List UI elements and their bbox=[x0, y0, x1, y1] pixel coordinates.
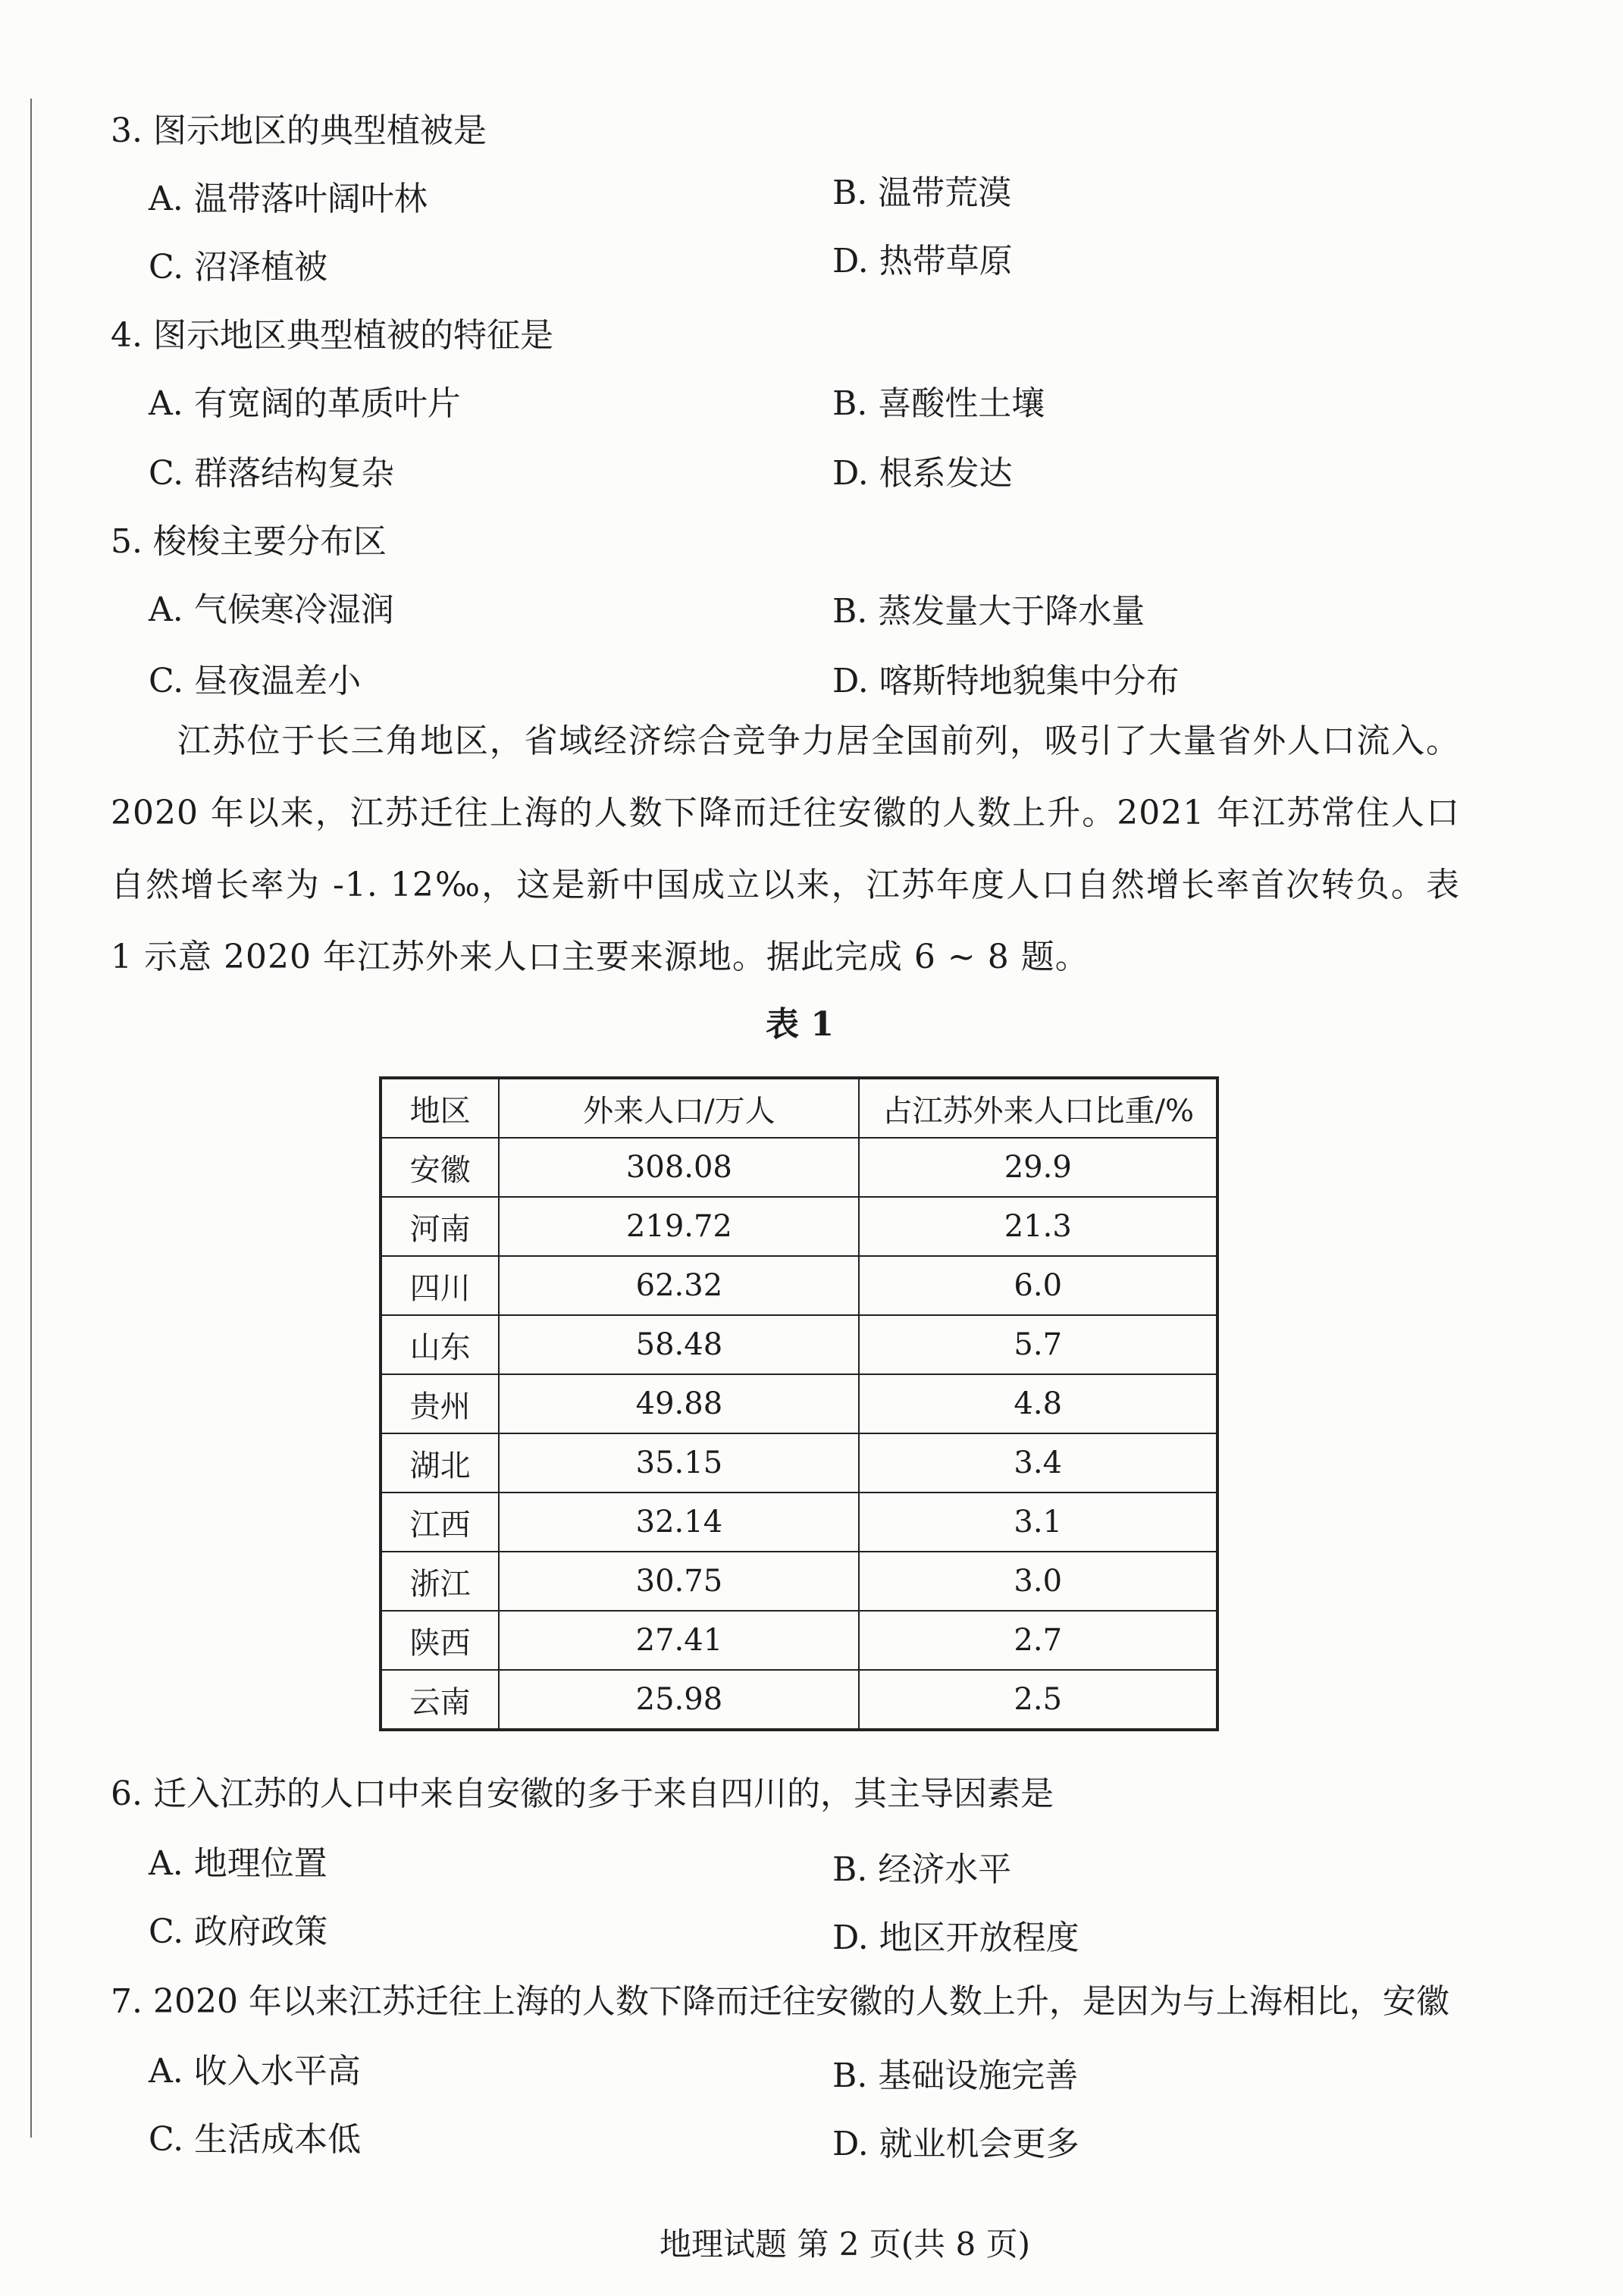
question-3-option-a: A. 温带落叶阔叶林 bbox=[149, 180, 428, 218]
question-3-option-c: C. 沼泽植被 bbox=[149, 248, 328, 287]
cell-region: 江西 bbox=[381, 1493, 499, 1552]
table-row bbox=[381, 1670, 1217, 1730]
binding-margin-line bbox=[30, 99, 32, 2138]
table-row bbox=[381, 1315, 1217, 1374]
cell-region: 云南 bbox=[381, 1670, 499, 1730]
cell-share: 3.1 bbox=[859, 1493, 1217, 1552]
table-row bbox=[381, 1374, 1217, 1433]
question-6-option-a: A. 地理位置 bbox=[149, 1844, 327, 1883]
question-6-title: 6. 迁入江苏的人口中来自安徽的多于来自四川的，其主导因素是 bbox=[111, 1774, 1054, 1813]
population-table bbox=[379, 1076, 1219, 1731]
question-7-option-d: D. 就业机会更多 bbox=[832, 2125, 1079, 2163]
passage-paragraph: 江苏位于长三角地区，省域经济综合竞争力居全国前列，吸引了大量省外人口流入。2020 年以来，江苏迁往上海的人数下降而迁往安徽的人数上升。2021 年江苏常住人口自然增长率为 -1. 12‰，这是新中国成立以来，江苏年度人口自然增长率首次转负。表 1 示意 2020 年江苏外来人口主要来源地。据此完成 6 ~ 8 题。 bbox=[111, 722, 1460, 976]
question-4-option-c: C. 群落结构复杂 bbox=[149, 454, 395, 493]
cell-migrants: 30.75 bbox=[499, 1552, 859, 1611]
question-7-option-a: A. 收入水平高 bbox=[149, 2052, 361, 2091]
cell-share: 6.0 bbox=[859, 1256, 1217, 1315]
cell-migrants: 62.32 bbox=[499, 1256, 859, 1315]
question-5-option-a: A. 气候寒冷湿润 bbox=[149, 590, 394, 629]
question-4-title: 4. 图示地区典型植被的特征是 bbox=[111, 316, 553, 355]
cell-migrants: 25.98 bbox=[499, 1670, 859, 1730]
question-4-option-d: D. 根系发达 bbox=[832, 454, 1013, 493]
header-region: 地区 bbox=[381, 1078, 499, 1138]
table-row bbox=[381, 1493, 1217, 1552]
cell-share: 4.8 bbox=[859, 1374, 1217, 1433]
cell-region: 四川 bbox=[381, 1256, 499, 1315]
cell-migrants: 219.72 bbox=[499, 1197, 859, 1256]
cell-share: 2.7 bbox=[859, 1611, 1217, 1670]
question-5-option-c: C. 昼夜温差小 bbox=[149, 662, 362, 700]
cell-region: 湖北 bbox=[381, 1433, 499, 1493]
table-title: 表 1 bbox=[766, 1005, 834, 1044]
cell-share: 3.0 bbox=[859, 1552, 1217, 1611]
cell-region: 贵州 bbox=[381, 1374, 499, 1433]
cell-share: 2.5 bbox=[859, 1670, 1217, 1730]
table-row bbox=[381, 1433, 1217, 1493]
cell-migrants: 27.41 bbox=[499, 1611, 859, 1670]
cell-region: 河南 bbox=[381, 1197, 499, 1256]
question-6-option-c: C. 政府政策 bbox=[149, 1912, 328, 1951]
page-footer: 地理试题 第 2 页(共 8 页) bbox=[660, 2226, 1030, 2263]
question-3-option-d: D. 热带草原 bbox=[832, 242, 1013, 280]
question-3-option-b: B. 温带荒漠 bbox=[832, 174, 1012, 212]
question-7-option-b: B. 基础设施完善 bbox=[832, 2056, 1079, 2095]
cell-region: 安徽 bbox=[381, 1138, 499, 1197]
table-row bbox=[381, 1197, 1217, 1256]
question-6-option-b: B. 经济水平 bbox=[832, 1850, 1012, 1889]
cell-region: 陕西 bbox=[381, 1611, 499, 1670]
question-3-title: 3. 图示地区的典型植被是 bbox=[111, 111, 487, 150]
cell-migrants: 32.14 bbox=[499, 1493, 859, 1552]
question-7-title: 7. 2020 年以来江苏迁往上海的人数下降而迁往安徽的人数上升，是因为与上海相比，安徽 bbox=[111, 1982, 1449, 2021]
header-migrants: 外来人口/万人 bbox=[499, 1078, 859, 1138]
table-header-row bbox=[381, 1078, 1217, 1138]
question-5-option-b: B. 蒸发量大于降水量 bbox=[832, 592, 1145, 631]
table-row bbox=[381, 1138, 1217, 1197]
cell-region: 山东 bbox=[381, 1315, 499, 1374]
cell-region: 浙江 bbox=[381, 1552, 499, 1611]
cell-migrants: 58.48 bbox=[499, 1315, 859, 1374]
question-4-option-a: A. 有宽阔的革质叶片 bbox=[149, 384, 461, 423]
table-row bbox=[381, 1552, 1217, 1611]
header-share: 占江苏外来人口比重/% bbox=[859, 1078, 1217, 1138]
question-6-option-d: D. 地区开放程度 bbox=[832, 1919, 1079, 1957]
cell-migrants: 49.88 bbox=[499, 1374, 859, 1433]
question-4-option-b: B. 喜酸性土壤 bbox=[832, 384, 1045, 423]
cell-migrants: 35.15 bbox=[499, 1433, 859, 1493]
table-row bbox=[381, 1256, 1217, 1315]
cell-share: 3.4 bbox=[859, 1433, 1217, 1493]
cell-share: 29.9 bbox=[859, 1138, 1217, 1197]
question-7-option-c: C. 生活成本低 bbox=[149, 2120, 362, 2159]
question-5-option-d: D. 喀斯特地貌集中分布 bbox=[832, 662, 1180, 700]
cell-share: 21.3 bbox=[859, 1197, 1217, 1256]
cell-migrants: 308.08 bbox=[499, 1138, 859, 1197]
table-row bbox=[381, 1611, 1217, 1670]
cell-share: 5.7 bbox=[859, 1315, 1217, 1374]
question-5-title: 5. 梭梭主要分布区 bbox=[111, 522, 387, 561]
